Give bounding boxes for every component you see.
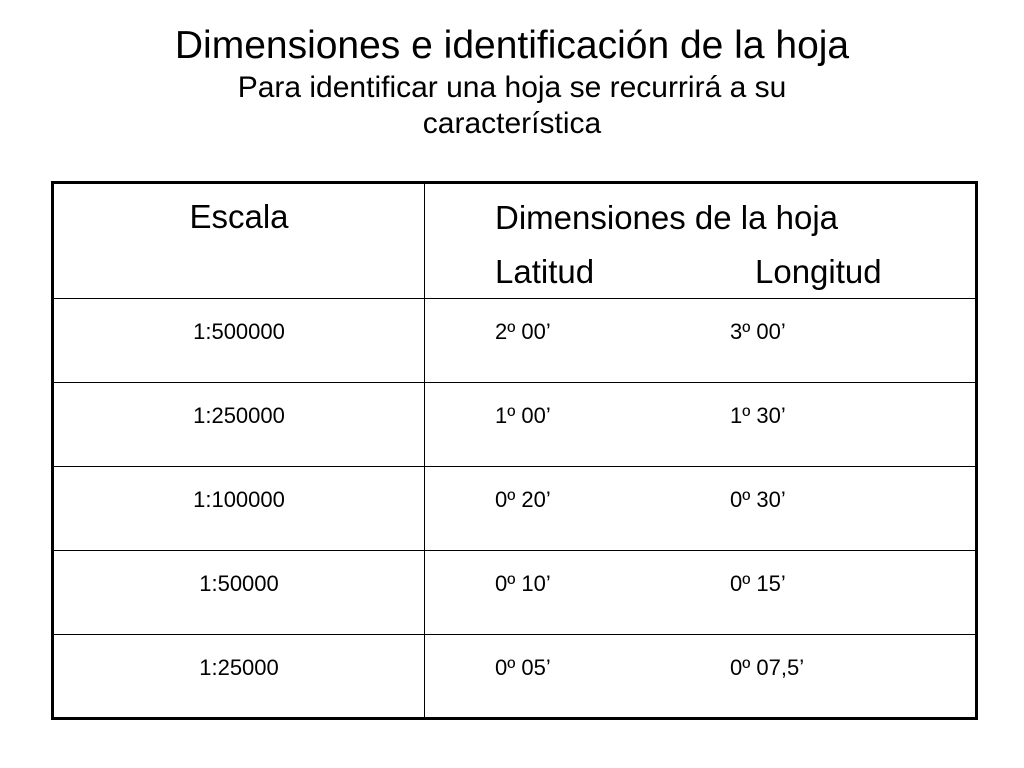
- slide-subtitle-line1: Para identificar una hoja se recurrirá a su: [237, 71, 787, 104]
- cell-latitude: 0º 20’: [495, 487, 551, 512]
- header-dimensions-cell: [425, 183, 977, 299]
- cell-longitude: 0º 15’: [730, 571, 786, 596]
- cell-scale: 1:100000: [53, 467, 425, 551]
- cell-longitude: 0º 07,5’: [730, 655, 805, 680]
- cell-dimensions: [425, 467, 977, 551]
- header-longitude: Longitud: [755, 253, 882, 290]
- table-row: [53, 635, 977, 719]
- cell-dimensions: [425, 551, 977, 635]
- cell-latitude: 1º 00’: [495, 403, 551, 428]
- sheet-dimensions-table: [51, 181, 978, 720]
- table-row: [53, 551, 977, 635]
- table-row: [53, 467, 977, 551]
- table-row: [53, 383, 977, 467]
- cell-latitude: 0º 05’: [495, 655, 551, 680]
- cell-dimensions: [425, 383, 977, 467]
- cell-scale: 1:500000: [53, 299, 425, 383]
- header-scale: Escala: [53, 183, 425, 299]
- slide-subtitle-line2: característica: [422, 107, 602, 140]
- header-dimensions: Dimensiones de la hoja: [495, 199, 839, 236]
- header-latitude: Latitud: [495, 253, 595, 290]
- slide-title-block: [0, 22, 1024, 142]
- table-row: [53, 299, 977, 383]
- cell-longitude: 3º 00’: [730, 319, 786, 344]
- cell-scale: 1:25000: [53, 635, 425, 719]
- cell-dimensions: [425, 299, 977, 383]
- slide-title: Dimensiones e identificación de la hoja: [174, 24, 850, 67]
- cell-scale: 1:250000: [53, 383, 425, 467]
- cell-latitude: 2º 00’: [495, 319, 551, 344]
- cell-longitude: 0º 30’: [730, 487, 786, 512]
- cell-dimensions: [425, 635, 977, 719]
- cell-scale: 1:50000: [53, 551, 425, 635]
- table-header-row: [53, 183, 977, 299]
- header-subcolumns: [425, 252, 975, 292]
- cell-latitude: 0º 10’: [495, 571, 551, 596]
- cell-longitude: 1º 30’: [730, 403, 786, 428]
